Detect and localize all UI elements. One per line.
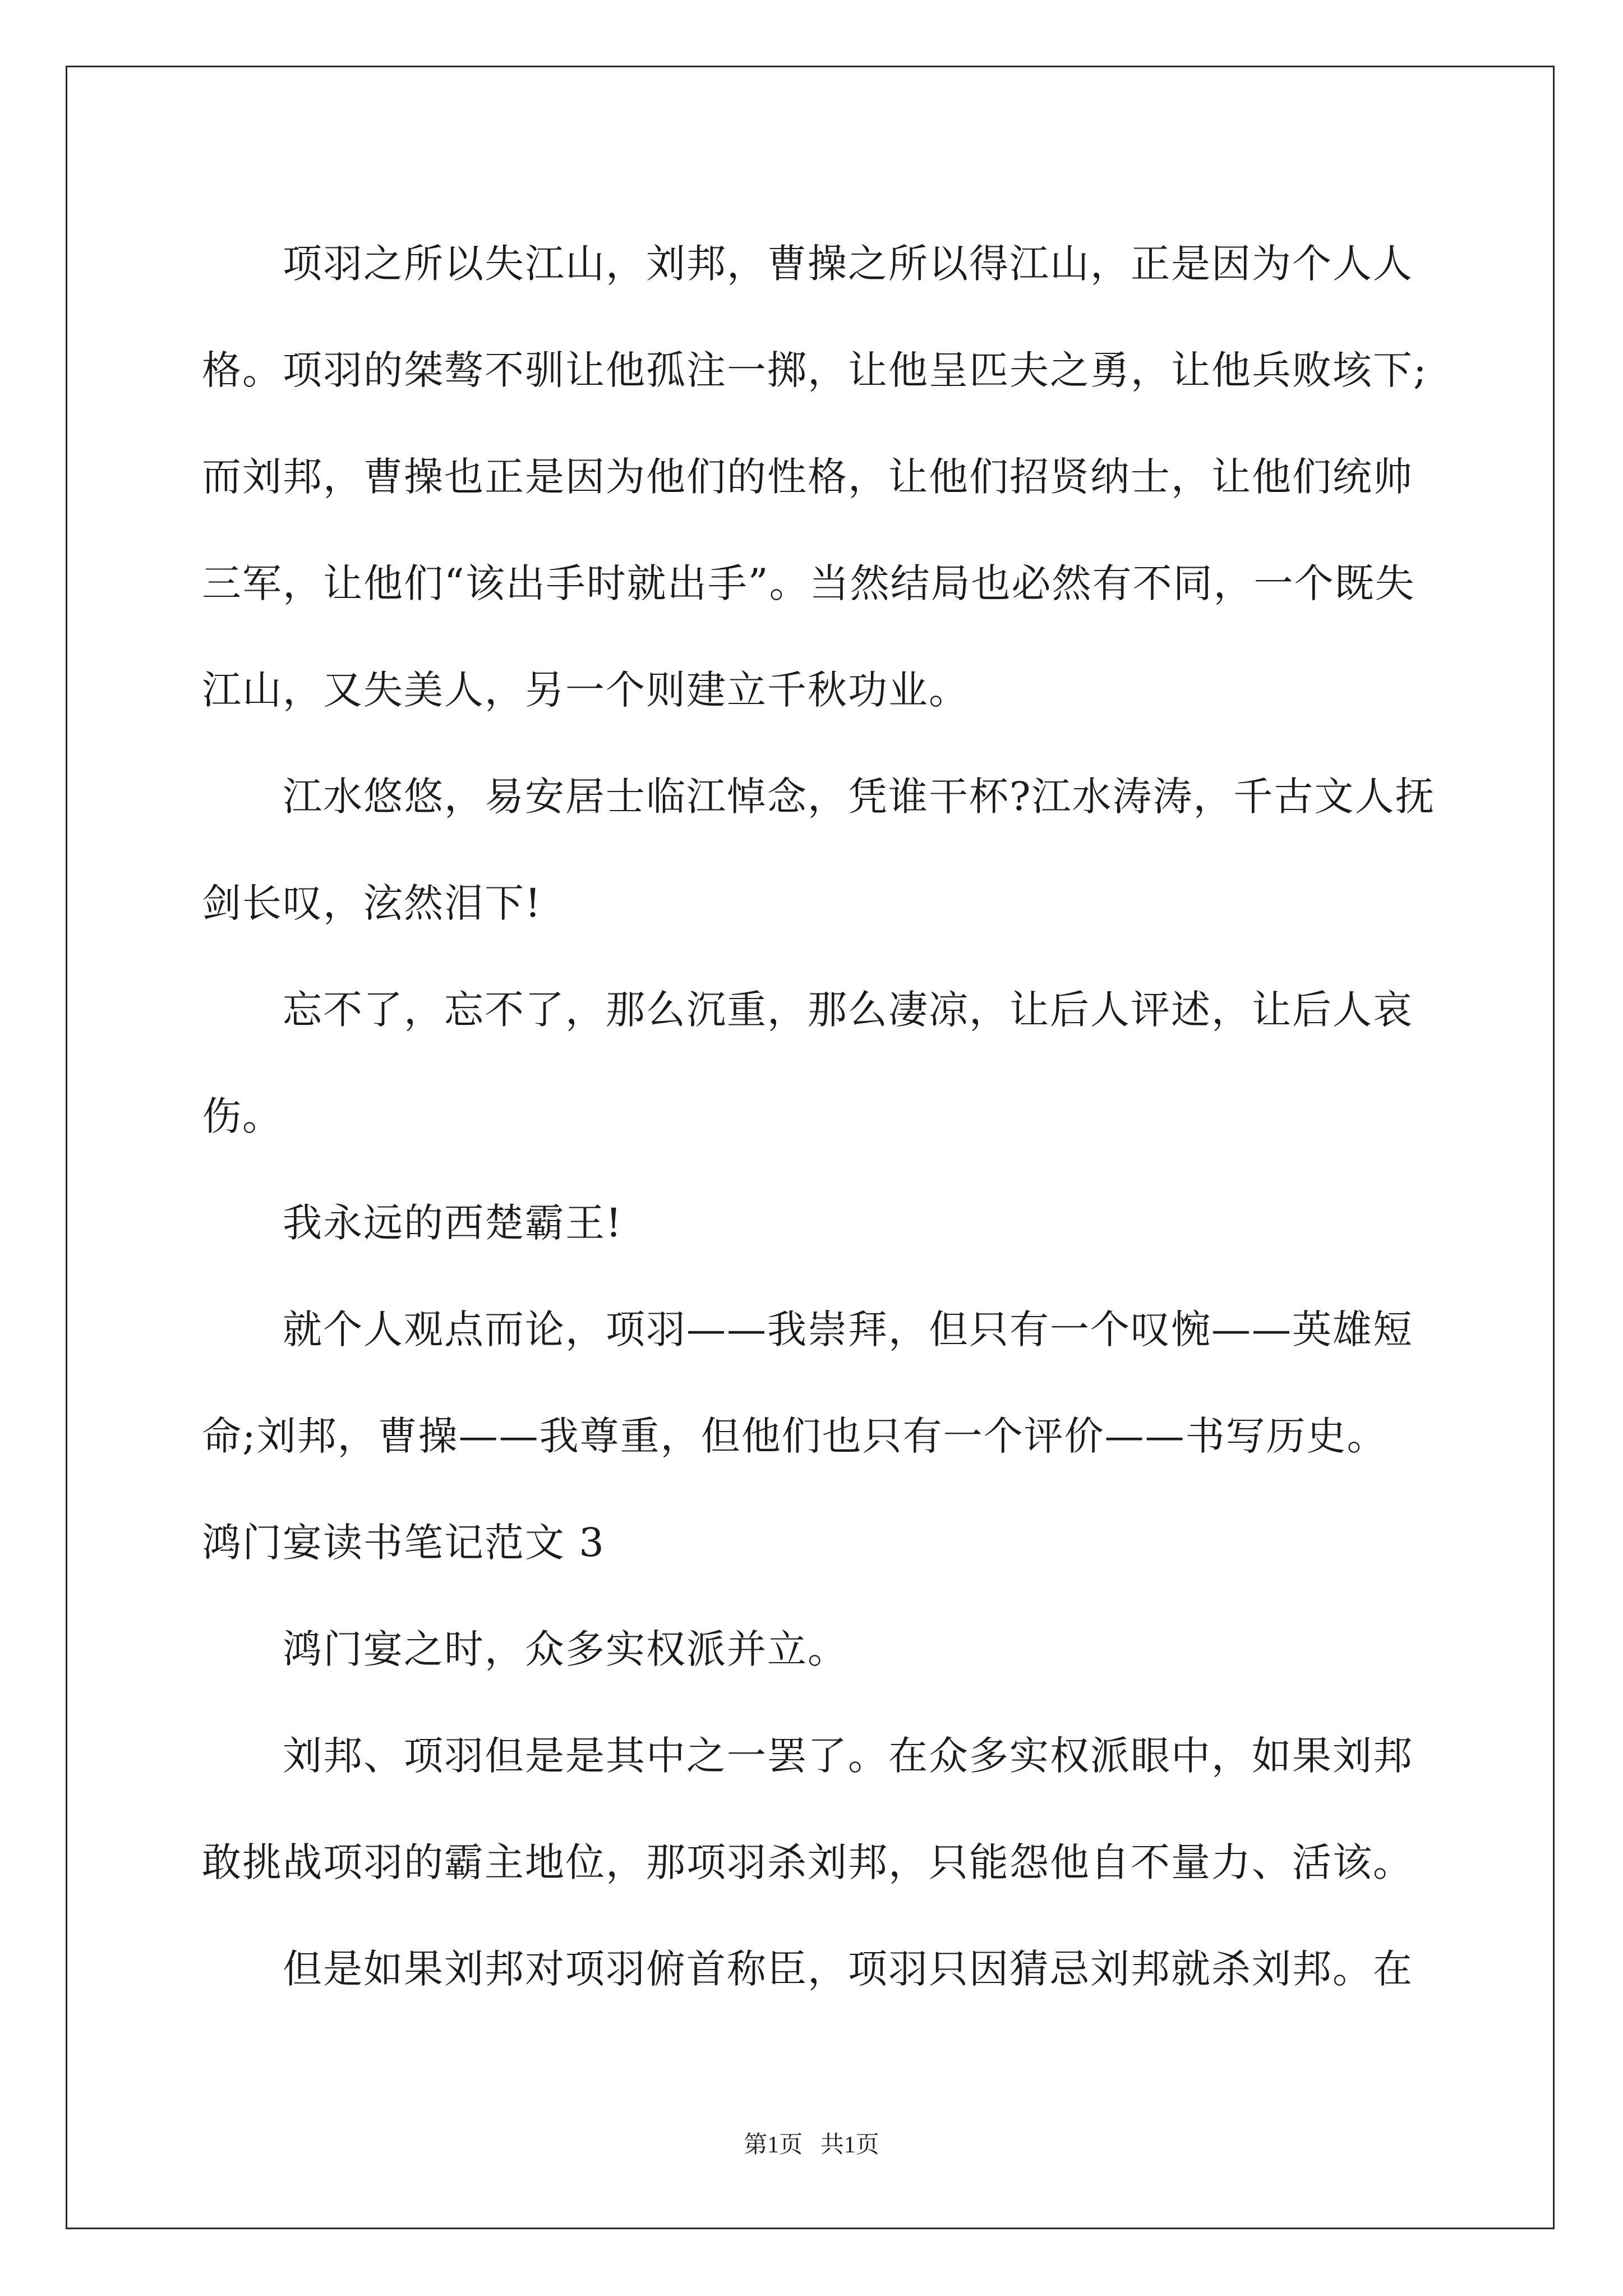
text-line: 项羽之所以失江山，刘邦，曹操之所以得江山，正是因为个人人 <box>283 241 1413 287</box>
text-line: 格。项羽的桀骜不驯让他孤注一掷，让他呈匹夫之勇，让他兵败垓下; <box>202 347 1428 393</box>
text-line: 敢挑战项羽的霸主地位，那项羽杀刘邦，只能怨他自不量力、活该。 <box>202 1839 1413 1885</box>
text-line: 三军，让他们“该出手时就出手”。当然结局也必然有不同，一个既失 <box>202 560 1415 606</box>
page-footer: 第1页 共1页 <box>744 2132 879 2158</box>
text-line: 江水悠悠，易安居士临江悼念，凭谁干杯?江水涛涛，千古文人抚 <box>283 774 1436 820</box>
text-line: 忘不了，忘不了，那么沉重，那么凄凉，让后人评述，让后人哀 <box>283 987 1413 1033</box>
text-line: 我永远的西楚霸王! <box>283 1200 623 1246</box>
text-line: 剑长叹，泫然泪下! <box>202 880 542 926</box>
text-line: 但是如果刘邦对项羽俯首称臣，项羽只因猜忌刘邦就杀刘邦。在 <box>283 1946 1413 1992</box>
text-line: 命;刘邦，曹操——我尊重，但他们也只有一个评价——书写历史。 <box>202 1413 1387 1459</box>
text-line: 江山，又失美人，另一个则建立千秋功业。 <box>202 667 969 713</box>
text-line: 刘邦、项羽但是是其中之一罢了。在众多实权派眼中，如果刘邦 <box>283 1733 1413 1779</box>
text-line: 而刘邦，曹操也正是因为他们的性格，让他们招贤纳士，让他们统帅 <box>202 454 1413 500</box>
section-heading: 鸿门宴读书笔记范文 3 <box>202 1520 605 1566</box>
text-line: 伤。 <box>202 1093 283 1139</box>
text-line: 就个人观点而论，项羽——我崇拜，但只有一个叹惋——英雄短 <box>283 1306 1413 1352</box>
document-body <box>202 210 1436 2022</box>
text-line: 鸿门宴之时，众多实权派并立。 <box>283 1626 848 1672</box>
